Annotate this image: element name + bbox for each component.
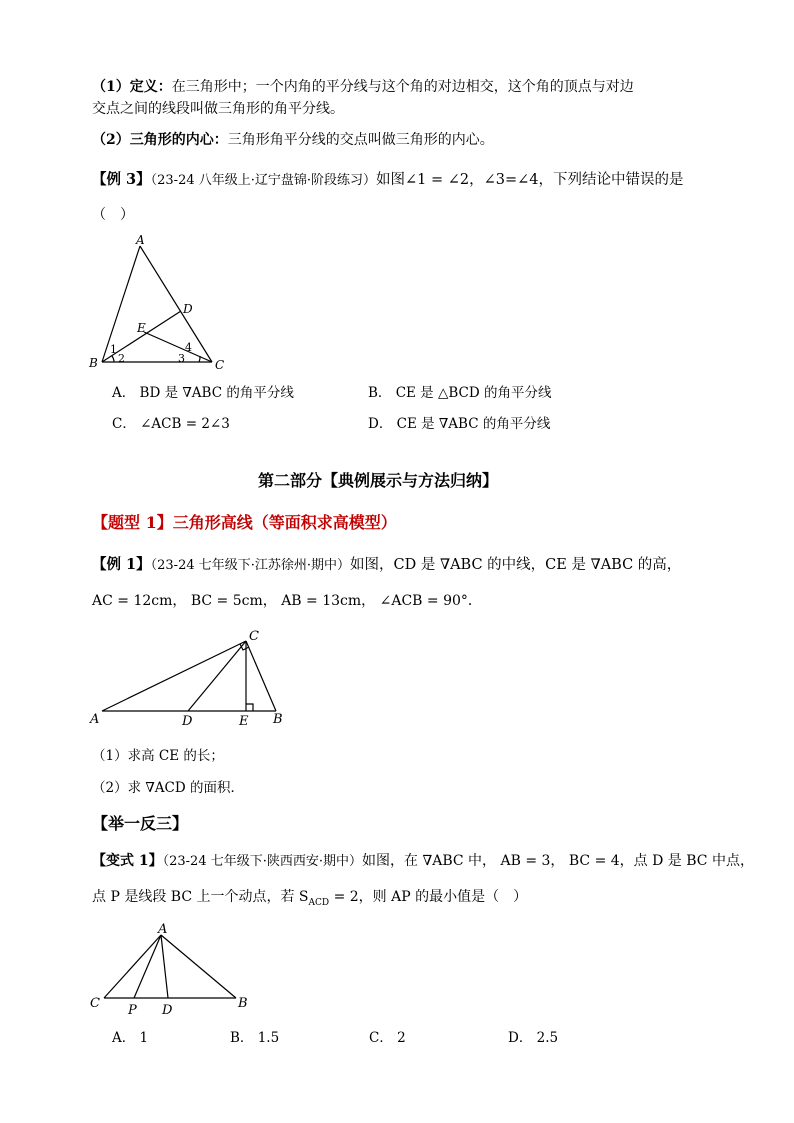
fig3-label-d: D	[183, 302, 193, 316]
part2-title: 第二部分【典例展示与方法归纳】	[258, 471, 499, 490]
var-fig-label-d: D	[162, 1003, 173, 1018]
variant1-question-cont	[92, 887, 527, 913]
incenter-text: 三角形角平分线的交点叫做三角形的内心。	[227, 132, 494, 148]
variant1-tag: 【变式 1】	[92, 853, 163, 869]
definition-line-1	[92, 77, 634, 97]
example3-option-b: B． CE 是 △BCD 的角平分线	[368, 385, 552, 401]
var-fig-label-p: P	[128, 1003, 137, 1018]
example1-question-1: （1）求高 CE 的长；	[92, 748, 224, 764]
fig3-angle-1: 1	[110, 343, 117, 356]
definition-text-cont: 交点之间的线段叫做三角形的角平分线。	[92, 101, 344, 117]
side-ab	[161, 935, 236, 998]
fig1-label-c: C	[249, 629, 259, 644]
example3-figure	[88, 232, 228, 377]
variant1-option-b: B． 1.5	[230, 1030, 280, 1046]
fig3-label-c: C	[215, 358, 225, 372]
fig1-label-b: B	[273, 712, 283, 727]
example1-given: AC = 12cm， BC = 5cm， AB = 13cm， ∠ACB = 90°．	[92, 593, 482, 609]
example1-stem	[92, 555, 681, 576]
angle-arc-b	[112, 356, 114, 362]
var-fig-label-b: B	[238, 996, 248, 1011]
median-cd	[188, 641, 246, 711]
side-bc	[246, 641, 276, 711]
example1-figure	[88, 622, 298, 732]
variant1-text-b: 点 P 是线段 BC 上一个动点，若 S	[92, 889, 309, 905]
example3-question: 如图∠1 = ∠2，∠3=∠4，下列结论中错误的是	[376, 172, 684, 188]
definition-text: 在三角形中；一个内角的平分线与这个角的对边相交，这个角的顶点与对边	[171, 79, 634, 95]
variant1-question: 如图，在 ∇ABC 中， AB = 3， BC = 4，点 D 是 BC 中点，	[362, 853, 754, 869]
example3-option-c: C． ∠ACB = 2∠3	[112, 416, 230, 432]
example3-paren: （ ）	[92, 207, 134, 223]
fig3-angle-4: 4	[185, 341, 192, 354]
variant1-subscript: ACD	[308, 897, 330, 908]
fig1-label-a: A	[90, 712, 100, 727]
variant1-option-c: C． 2	[369, 1030, 406, 1046]
example3-tag: 【例 3】	[92, 171, 151, 188]
example1-source: （23-24 七年级下·江苏徐州·期中）	[150, 558, 351, 573]
fig3-label-a: A	[136, 233, 145, 247]
variant1-source: （23-24 七年级下·陕西西安·期中）	[162, 854, 362, 869]
side-ac	[104, 935, 161, 998]
practice-title: 【举一反三】	[92, 814, 189, 833]
fig3-label-b: B	[89, 356, 98, 370]
example3-option-a: A． BD 是 ∇ABC 的角平分线	[112, 385, 294, 401]
example1-question-2: （2）求 ∇ACD 的面积．	[92, 780, 245, 796]
example3-option-d: D． CE 是 ∇ABC 的角平分线	[368, 416, 551, 432]
incenter-line	[92, 130, 494, 150]
definition-line-2	[92, 99, 344, 119]
side-ac	[102, 641, 246, 711]
variant1-option-d: D． 2.5	[508, 1030, 559, 1046]
fig3-angle-2: 2	[118, 352, 125, 365]
variant1-stem	[92, 851, 754, 872]
right-angle-e	[246, 704, 253, 711]
type1-title: 【题型 1】三角形高线（等面积求高模型）	[92, 513, 397, 532]
example3-stem	[92, 170, 684, 191]
variant1-text-c: = 2，则 AP 的最小值是（ ）	[329, 889, 528, 905]
definition-label: （1）定义：	[92, 79, 172, 95]
side-ac	[140, 246, 212, 362]
incenter-label: （2）三角形的内心：	[92, 132, 228, 148]
segment-ap	[134, 935, 161, 998]
var-fig-label-c: C	[90, 996, 100, 1011]
fig3-label-e: E	[137, 321, 146, 335]
side-ab	[102, 246, 140, 362]
example1-tag: 【例 1】	[92, 556, 151, 573]
fig1-label-d: D	[182, 714, 193, 729]
example1-question: 如图，CD 是 ∇ABC 的中线，CE 是 ∇ABC 的高，	[350, 557, 682, 573]
segment-ad	[161, 935, 168, 998]
var-fig-label-a: A	[158, 922, 168, 937]
fig3-angle-3: 3	[178, 352, 185, 365]
variant1-figure	[88, 920, 258, 1020]
example3-source: （23-24 八年级上·辽宁盘锦·阶段练习）	[150, 173, 377, 188]
variant1-option-a: A． 1	[112, 1030, 149, 1046]
fig1-label-e: E	[239, 714, 249, 729]
